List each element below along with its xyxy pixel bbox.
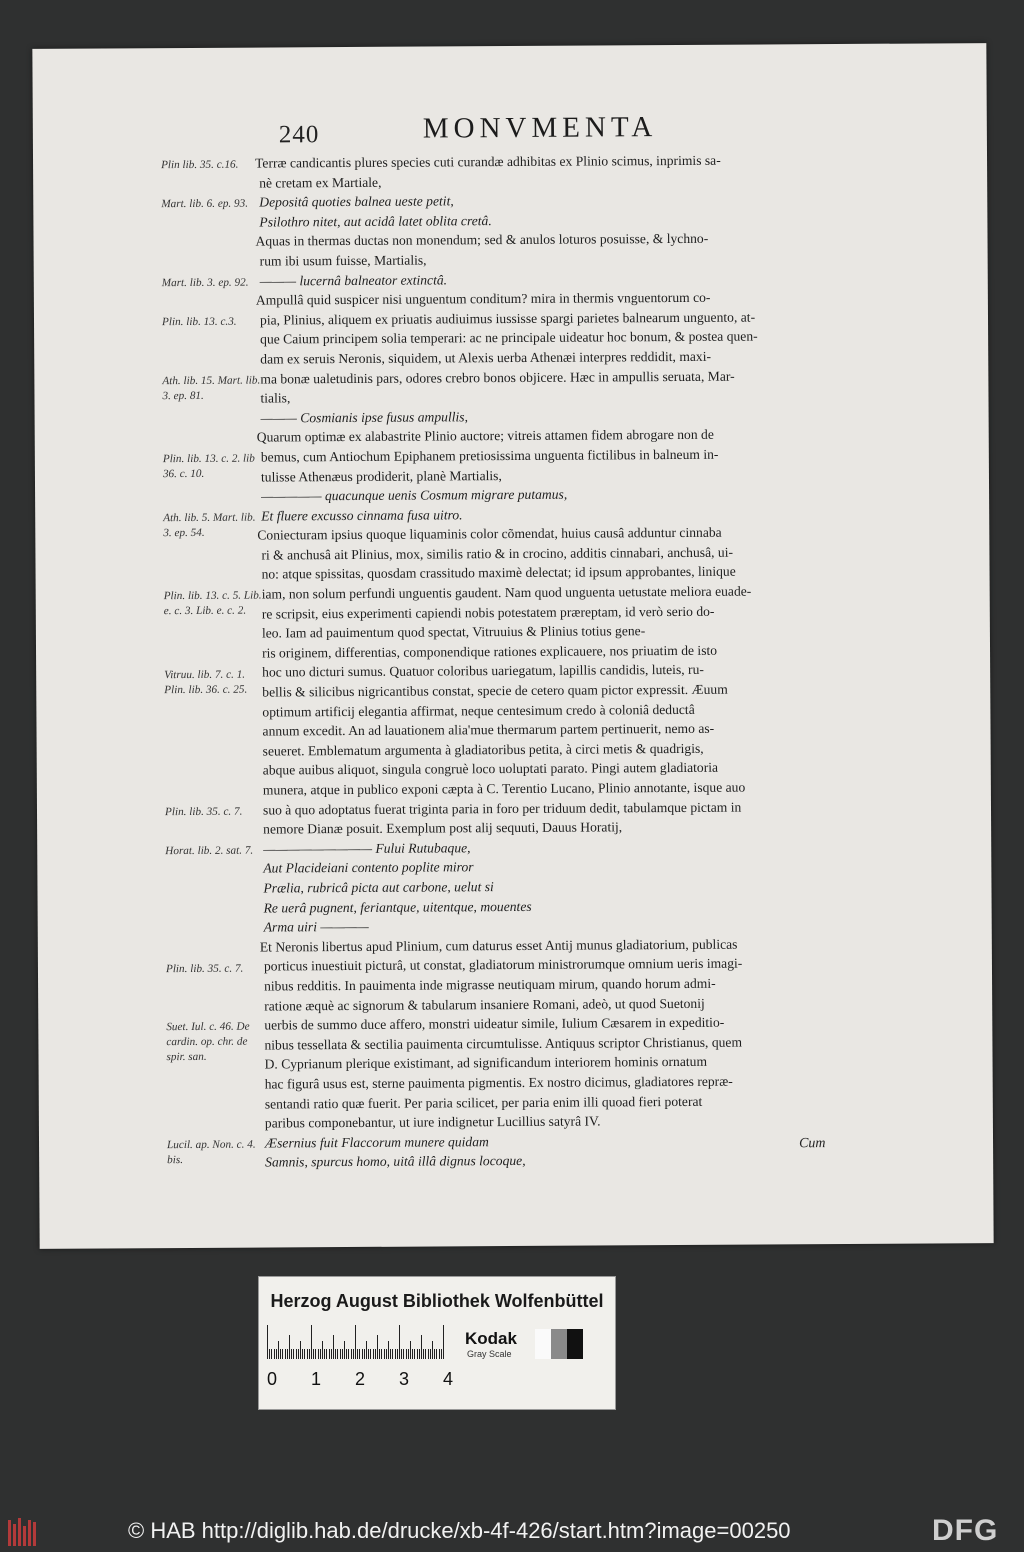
margin-note: Mart. lib. 6. ep. 93. [161,197,249,211]
text-line: tialis, [260,390,291,406]
text-line: nibus tessellata & sectilia pauimenta circumtulisse. Antiquus scriptor Christianus, quem [264,1034,743,1053]
text-line: pia, Plinius, aliquem ex priuatis audiuimus iussisse spargi parietes balnearum unguento, at- [259,309,756,328]
text-line: dam ex seruis Neronis, siquidem, ut Alexis uerba Athenæi interpres reddidit, maxi- [260,348,712,367]
text-line: nè cretam ex Martiale, [259,174,382,191]
text-line: ——— Cosmianis ipse fusus ampullis, [260,408,468,426]
text-line: Ampullâ quid suspicer nisi unguentum conditum? mira in thermis vnguentorum co- [255,289,711,308]
text-line: rum ibi usum fuisse, Martialis, [259,252,427,269]
text-line: Et Neronis libertus apud Plinium, cum daturus esset Antij munus gladiatorium, publicas [259,936,738,955]
text-line: Depositâ quoties balnea ueste petit, [259,193,454,210]
text-line: paribus componebantur, ut iure indignetur Lucillius satyrâ IV. [264,1113,601,1131]
ruler-number-0: 0 [267,1369,278,1389]
text-line: que Caium principem solia temperari: ac ne principale uideatur hoc bonum, & postea quen- [260,328,758,347]
text-line: tulisse Athenæus prodiderit, planè Martialis, [260,467,502,485]
hab-logo-icon [6,1516,38,1548]
gray-scale-label: Gray Scale [467,1349,512,1359]
text-line: nibus redditis. In pauimenta inde migrasse neutiquam mirum, quando horum admi- [264,975,716,994]
text-line: abque auibus aliquot, singula congruè loco uoluptati parato. Pingi autem gladiatoria [262,760,719,778]
text-line: nemore Dianæ posuit. Exemplum post alij sequuti, Dauus Horatij, [263,819,623,837]
scanned-page [32,43,993,1249]
text-line: leo. Iam ad pauimentum quod spectat, Vitruuius & Plinius totius gene- [261,623,646,641]
text-line: Aut Placideiani contento poplite miror [263,859,474,876]
ruler-number-3: 3 [399,1369,410,1389]
text-line: ri & anchusâ ait Plinius, mox, similis ratio & in crocino, additis cinnabari, anchusâ, ui- [261,544,734,563]
text-line: ————————— Fului Rutubaque, [263,840,471,857]
text-line: uerbis de summo duce affero, monstri uideatur simile, Iulium Cæsarem in expeditio- [264,1014,725,1033]
dfg-logo: DFG [932,1514,999,1547]
text-line: Prælia, rubricâ picta aut carbone, uelut si [263,879,494,896]
text-line: annum excedit. An ad lauationem alia'mue thermarum partem pertinuerit, nemo as- [262,720,715,739]
margin-note: Mart. lib. 3. ep. 92. [161,276,249,289]
text-line: iam, non solum perfundi unguentis gaudent. Nam quod unguenta uetustate meliora euade- [261,583,752,602]
library-name: Herzog August Bibliothek Wolfenbüttel [270,1291,604,1311]
text-line: ris originem, differentias, componendique rationes explicauere, nos priuatim de isto [261,642,718,661]
text-line: Arma uiri ———— [263,919,369,935]
scale-ruler [267,1325,457,1359]
margin-note: Horat. lib. 2. sat. 7. [165,844,254,858]
ruler-number-4: 4 [443,1369,454,1389]
margin-note: Plin. lib. 13. c. 2. lib 36. c. 10. [162,452,255,481]
text-line: seueret. Emblematum argumenta à gladiatoribus petita, à circi metis & quadrigis, [262,740,704,759]
text-line: sentandi ratio quæ fuerit. Per paria scilicet, per paria enim illi quoad fieri poterat [264,1093,703,1112]
kodak-label: Kodak [465,1329,517,1348]
margin-note: Ath. lib. 15. Mart. lib. 3. ep. 81. [162,374,261,402]
text-line: bemus, cum Antiochum Epiphanem pretiosissima unguenta fictilibus in balneum in- [260,446,719,465]
margin-note: Vitruu. lib. 7. c. 1. Plin. lib. 36. c. 25. [164,668,248,696]
text-line: ————— quacunque uenis Cosmum migrare putamus, [261,486,568,504]
margin-note: Plin. lib. 13. c.3. [161,315,237,328]
text-line: bellis & silicibus nigricantibus constat, specie de cetero quam pictor expressit. Æuum [262,681,728,700]
page-number: 240 [278,121,320,149]
text-line: Samnis, spurcus homo, uitâ illâ dignus locoque, [265,1153,526,1170]
margin-note: Plin. lib. 13. c. 5. Lib. e. c. 3. Lib. e. c. 2. [163,589,262,618]
text-line: Coniecturam ipsius quoque liquaminis color cõmendat, huius causâ adduntur cinnaba [257,525,722,543]
text-line: Re uerâ pugnent, feriantque, uitentque, mouentes [263,898,532,916]
margin-note: Plin lib. 35. c.16. [161,158,239,172]
running-head: MONVMENTA [422,111,658,145]
text-line: no: atque spissitas, quosdam crassitudo maximè delectat; id ipsum approbantes, linique [261,564,736,583]
text-line: ma bonæ ualetudinis pars, odores crebro bonos objicere. Hæc in ampullis seruata, Mar- [260,368,735,387]
text-line: hoc uno dicturi sumus. Quatuor coloribus uariegatum, lapillis candidis, luteis, ru- [262,662,704,680]
text-line: munera, atque in publico exponi cæpta à C. Terentio Lucano, Plinio annotante, isque auo [262,779,746,798]
margin-notes [161,158,262,1167]
text-line: D. Cyprianum plerique existimant, ad significandum interiorem hominis ornatum [264,1054,708,1072]
text-line: Quarum optimæ ex alabastrite Plinio auctore; vitreis attamen fidem abrogare non de [256,427,714,445]
text-line: Aquas in thermas ductas non monendum; sed & anulos loturos posuisse, & lychno- [255,231,709,249]
ruler-number-2: 2 [355,1369,366,1389]
margin-note: Suet. Iul. c. 46. De cardin. op. chr. de spir. san. [166,1021,250,1064]
text-line: optimum artificij elegantia affirmat, neque centesimum credo à coloniâ deductâ [262,701,695,720]
text-line: suo à quo adoptatus fuerat triginta paria in foro per triduum dedit, tabulamque pictam in [262,799,742,818]
text-line: ——— lucernâ balneator extinctâ. [259,271,448,289]
text-line: Psilothro nitet, aut acidâ latet oblita cretâ. [259,212,492,230]
text-line: re scripsit, eius experimenti capiendi nobis potestatem præreptam, id verò serio do- [261,603,715,622]
margin-note: Plin. lib. 35. c. 7. [165,962,244,975]
text-line: ratione æquè ac signorum & tabularum insaniere Romani, adeò, ut quod Suetonij [264,995,705,1014]
text-line: Æsernius fuit Flaccorum munere quidam [264,1133,489,1151]
footer-bar [0,1512,1024,1552]
catchword: Cum [799,1136,826,1152]
gray-scale-swatch [535,1329,583,1359]
text-line: Terræ candicantis plures species cuti curandæ adhibitas ex Plinio scimus, inprimis sa- [254,152,721,171]
body-text [255,150,857,1172]
color-calibration-card [258,1276,616,1410]
ruler-number-1: 1 [311,1369,322,1389]
margin-note: Plin. lib. 35. c. 7. [164,805,243,818]
text-line: Et fluere excusso cinnama fusa uitro. [261,506,463,524]
text-line: porticus inuestiuit picturâ, ut constat, gladiatorum ministrorumque omnium ueris imagi- [263,955,743,974]
margin-note: Ath. lib. 5. Mart. lib. 3. ep. 54. [163,511,256,539]
source-url[interactable]: © HAB http://diglib.hab.de/drucke/xb-4f-426/start.htm?image=00250 [128,1518,791,1543]
text-line: hac figurâ usus est, sterne pauimenta pigmentis. Ex nostro dicimus, gladiatores repræ- [264,1073,733,1092]
margin-note: Lucil. ap. Non. c. 4. bis. [167,1138,256,1167]
